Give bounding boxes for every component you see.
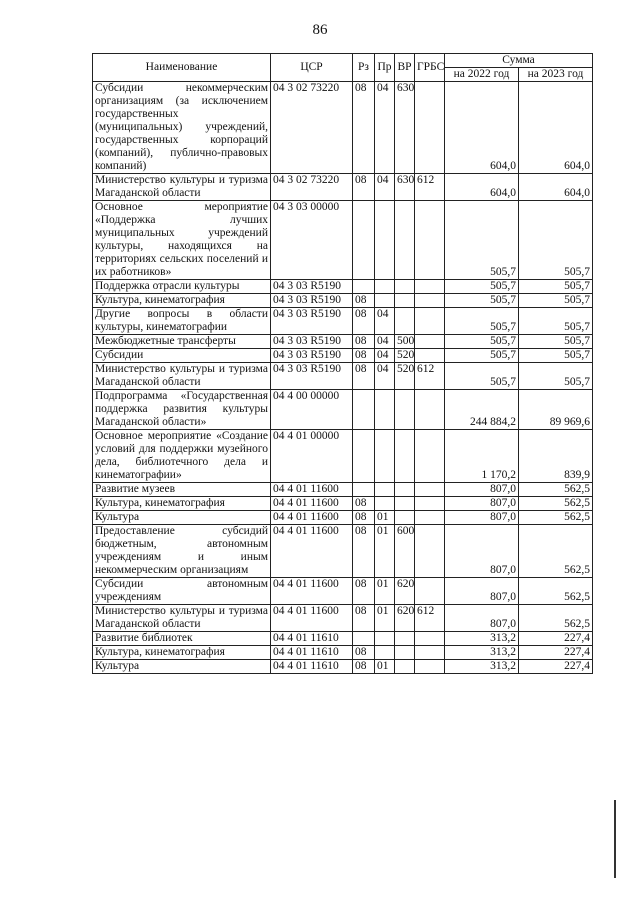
cell-y2023: 562,5: [519, 525, 593, 578]
cell-vr: [395, 294, 415, 308]
cell-rz: 08: [353, 605, 375, 632]
cell-vr: 520: [395, 363, 415, 390]
cell-y2022: 807,0: [445, 511, 519, 525]
cell-vr: 630: [395, 82, 415, 174]
cell-y2023: 505,7: [519, 363, 593, 390]
cell-y2022: 313,2: [445, 632, 519, 646]
cell-y2023: 562,5: [519, 605, 593, 632]
cell-vr: [395, 660, 415, 674]
cell-grbs: [415, 390, 445, 430]
header-2023: на 2023 год: [519, 68, 593, 82]
cell-grbs: [415, 497, 445, 511]
table-row: [93, 280, 593, 294]
cell-name: Поддержка отрасли культуры: [93, 280, 271, 294]
cell-name: Субсидии некоммерческим организациям (за исключением государственных (муниципальных) учреждений, государственных корпораций (компаний), публично-правовых компаний): [93, 82, 271, 174]
cell-y2023: 562,5: [519, 483, 593, 497]
budget-table: [92, 53, 593, 674]
cell-rz: 08: [353, 294, 375, 308]
cell-csr: 04 4 01 11600: [271, 578, 353, 605]
cell-csr: 04 4 01 00000: [271, 430, 353, 483]
header-vr: ВР: [395, 54, 415, 82]
cell-y2022: 807,0: [445, 578, 519, 605]
cell-csr: 04 4 01 11600: [271, 497, 353, 511]
cell-y2023: 604,0: [519, 82, 593, 174]
table-row: [93, 578, 593, 605]
cell-pr: 04: [375, 335, 395, 349]
cell-grbs: [415, 335, 445, 349]
cell-vr: 520: [395, 349, 415, 363]
cell-pr: 01: [375, 578, 395, 605]
cell-name: Субсидии автономным учреждениям: [93, 578, 271, 605]
cell-grbs: [415, 525, 445, 578]
cell-csr: 04 3 03 R5190: [271, 335, 353, 349]
cell-csr: 04 3 03 R5190: [271, 308, 353, 335]
cell-pr: 04: [375, 174, 395, 201]
cell-y2023: 505,7: [519, 335, 593, 349]
header-csr: ЦСР: [271, 54, 353, 82]
cell-y2023: 505,7: [519, 308, 593, 335]
cell-y2022: 505,7: [445, 335, 519, 349]
cell-y2023: 505,7: [519, 280, 593, 294]
cell-y2022: 807,0: [445, 605, 519, 632]
cell-y2023: 505,7: [519, 349, 593, 363]
cell-name: Основное мероприятие «Создание условий для поддержки музейного дела, библиотечного дела и кинематографии»: [93, 430, 271, 483]
header-rz: Рз: [353, 54, 375, 82]
cell-pr: 04: [375, 349, 395, 363]
cell-name: Субсидии: [93, 349, 271, 363]
cell-y2023: 227,4: [519, 646, 593, 660]
cell-y2022: 313,2: [445, 646, 519, 660]
cell-grbs: [415, 660, 445, 674]
cell-pr: 04: [375, 363, 395, 390]
cell-vr: 630: [395, 174, 415, 201]
cell-csr: 04 3 02 73220: [271, 174, 353, 201]
cell-y2023: 604,0: [519, 174, 593, 201]
cell-rz: 08: [353, 349, 375, 363]
cell-grbs: 612: [415, 174, 445, 201]
cell-rz: 08: [353, 335, 375, 349]
cell-pr: [375, 632, 395, 646]
cell-name: Культура: [93, 660, 271, 674]
cell-rz: 08: [353, 363, 375, 390]
table-row: [93, 363, 593, 390]
table-row: [93, 82, 593, 174]
cell-vr: [395, 390, 415, 430]
cell-rz: [353, 430, 375, 483]
cell-pr: [375, 430, 395, 483]
cell-grbs: [415, 280, 445, 294]
cell-vr: 620: [395, 605, 415, 632]
cell-grbs: [415, 578, 445, 605]
cell-grbs: 612: [415, 363, 445, 390]
cell-rz: [353, 632, 375, 646]
table-row: [93, 660, 593, 674]
cell-rz: 08: [353, 497, 375, 511]
cell-csr: 04 4 01 11600: [271, 525, 353, 578]
cell-vr: 620: [395, 578, 415, 605]
table-row: [93, 349, 593, 363]
cell-grbs: [415, 430, 445, 483]
header-2022: на 2022 год: [445, 68, 519, 82]
cell-rz: 08: [353, 308, 375, 335]
cell-y2023: 562,5: [519, 511, 593, 525]
cell-grbs: [415, 483, 445, 497]
cell-csr: 04 4 01 11600: [271, 605, 353, 632]
cell-name: Министерство культуры и туризма Магаданской области: [93, 174, 271, 201]
table-row: [93, 174, 593, 201]
table-row: [93, 390, 593, 430]
cell-pr: 01: [375, 511, 395, 525]
header-pr: Пр: [375, 54, 395, 82]
cell-rz: 08: [353, 660, 375, 674]
cell-vr: 600: [395, 525, 415, 578]
cell-y2022: 807,0: [445, 525, 519, 578]
cell-y2022: 244 884,2: [445, 390, 519, 430]
table-row: [93, 308, 593, 335]
cell-name: Министерство культуры и туризма Магаданской области: [93, 605, 271, 632]
cell-vr: [395, 430, 415, 483]
cell-csr: 04 3 03 R5190: [271, 294, 353, 308]
cell-pr: [375, 294, 395, 308]
cell-csr: 04 3 03 R5190: [271, 349, 353, 363]
cell-pr: [375, 280, 395, 294]
table-row: [93, 525, 593, 578]
cell-csr: 04 4 01 11600: [271, 511, 353, 525]
cell-grbs: [415, 632, 445, 646]
cell-y2022: 604,0: [445, 82, 519, 174]
cell-grbs: [415, 201, 445, 280]
cell-name: Культура, кинематография: [93, 497, 271, 511]
cell-y2022: 505,7: [445, 349, 519, 363]
cell-rz: [353, 483, 375, 497]
cell-name: Подпрограмма «Государственная поддержка развития культуры Магаданской области»: [93, 390, 271, 430]
cell-y2023: 562,5: [519, 497, 593, 511]
cell-pr: 01: [375, 525, 395, 578]
cell-pr: [375, 390, 395, 430]
cell-y2023: 839,9: [519, 430, 593, 483]
cell-pr: [375, 646, 395, 660]
cell-csr: 04 4 00 00000: [271, 390, 353, 430]
cell-csr: 04 3 02 73220: [271, 82, 353, 174]
cell-grbs: [415, 511, 445, 525]
header-sum: Сумма: [445, 54, 593, 68]
cell-pr: 01: [375, 660, 395, 674]
cell-y2022: 313,2: [445, 660, 519, 674]
cell-vr: [395, 632, 415, 646]
cell-grbs: [415, 646, 445, 660]
cell-csr: 04 3 03 00000: [271, 201, 353, 280]
cell-vr: [395, 511, 415, 525]
cell-vr: [395, 483, 415, 497]
page-number: 86: [312, 22, 328, 38]
cell-y2022: 604,0: [445, 174, 519, 201]
cell-rz: 08: [353, 174, 375, 201]
cell-vr: [395, 201, 415, 280]
cell-grbs: [415, 349, 445, 363]
cell-rz: 08: [353, 646, 375, 660]
cell-y2023: 562,5: [519, 578, 593, 605]
cell-name: Другие вопросы в области культуры, кинематографии: [93, 308, 271, 335]
cell-y2023: 89 969,6: [519, 390, 593, 430]
cell-csr: 04 4 01 11600: [271, 483, 353, 497]
cell-grbs: [415, 308, 445, 335]
table-row: [93, 335, 593, 349]
cell-pr: [375, 483, 395, 497]
header-grbs: ГРБС: [415, 54, 445, 82]
cell-y2023: 505,7: [519, 294, 593, 308]
cell-rz: [353, 390, 375, 430]
cell-rz: 08: [353, 578, 375, 605]
cell-name: Основное мероприятие «Поддержка лучших муниципальных учреждений культуры, находящихся на территориях сельских поселений и их работников»: [93, 201, 271, 280]
cell-csr: 04 3 03 R5190: [271, 363, 353, 390]
cell-y2022: 505,7: [445, 363, 519, 390]
cell-y2023: 227,4: [519, 632, 593, 646]
table-row: [93, 430, 593, 483]
cell-vr: [395, 280, 415, 294]
cell-vr: 500: [395, 335, 415, 349]
cell-name: Культура: [93, 511, 271, 525]
cell-pr: [375, 201, 395, 280]
cell-name: Предоставление субсидий бюджетным, автономным учреждениям и иным некоммерческим организациям: [93, 525, 271, 578]
cell-y2022: 505,7: [445, 280, 519, 294]
cell-name: Министерство культуры и туризма Магаданской области: [93, 363, 271, 390]
cell-vr: [395, 497, 415, 511]
cell-y2023: 227,4: [519, 660, 593, 674]
cell-pr: [375, 497, 395, 511]
table-row: [93, 632, 593, 646]
cell-y2023: 505,7: [519, 201, 593, 280]
table-row: [93, 294, 593, 308]
cell-vr: [395, 308, 415, 335]
cell-csr: 04 4 01 11610: [271, 646, 353, 660]
cell-name: Межбюджетные трансферты: [93, 335, 271, 349]
cell-rz: [353, 201, 375, 280]
cell-csr: 04 3 03 R5190: [271, 280, 353, 294]
cell-rz: 08: [353, 511, 375, 525]
cell-pr: 04: [375, 82, 395, 174]
cell-y2022: 505,7: [445, 294, 519, 308]
table-row: [93, 201, 593, 280]
table-row: [93, 605, 593, 632]
cell-pr: 01: [375, 605, 395, 632]
cell-name: Культура, кинематография: [93, 646, 271, 660]
cell-grbs: 612: [415, 605, 445, 632]
table-row: [93, 483, 593, 497]
cell-rz: 08: [353, 525, 375, 578]
cell-y2022: 505,7: [445, 201, 519, 280]
cell-name: Культура, кинематография: [93, 294, 271, 308]
cell-rz: [353, 280, 375, 294]
cell-y2022: 807,0: [445, 483, 519, 497]
cell-csr: 04 4 01 11610: [271, 660, 353, 674]
table-row: [93, 511, 593, 525]
cell-csr: 04 4 01 11610: [271, 632, 353, 646]
cell-y2022: 1 170,2: [445, 430, 519, 483]
table-row: [93, 646, 593, 660]
cell-name: Развитие музеев: [93, 483, 271, 497]
cell-grbs: [415, 294, 445, 308]
cell-rz: 08: [353, 82, 375, 174]
cell-vr: [395, 646, 415, 660]
table-row: [93, 497, 593, 511]
cell-name: Развитие библиотек: [93, 632, 271, 646]
cell-grbs: [415, 82, 445, 174]
cell-y2022: 807,0: [445, 497, 519, 511]
header-name: Наименование: [93, 54, 271, 82]
cell-y2022: 505,7: [445, 308, 519, 335]
margin-line: [614, 800, 616, 878]
cell-pr: 04: [375, 308, 395, 335]
